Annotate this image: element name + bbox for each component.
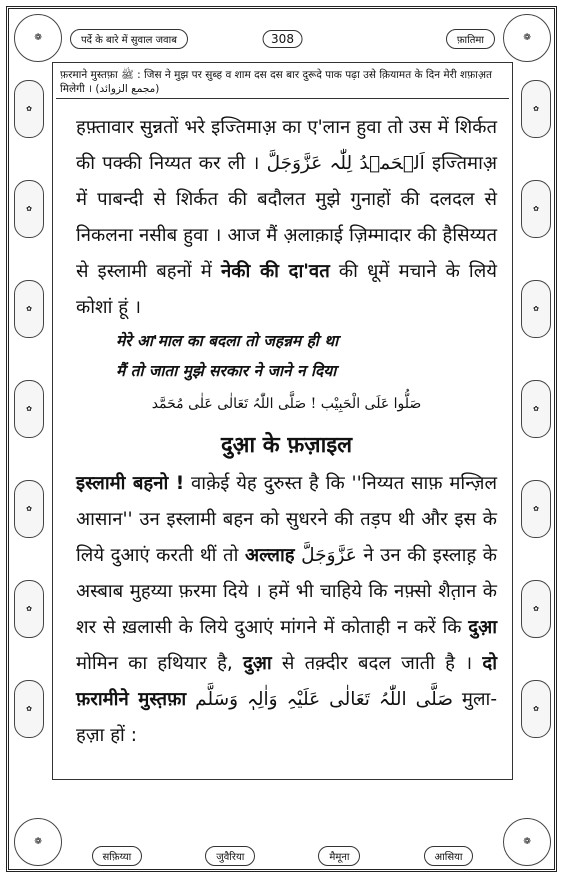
- corner-ornament-icon: ❁: [503, 14, 551, 62]
- verse-line-2: मैं तो जाता मुझे सरकार ने जाने न दिया: [116, 362, 337, 380]
- side-ornament-icon: ✿: [521, 380, 551, 438]
- chapter-label: फ़ातिमा: [446, 29, 495, 49]
- side-ornament-icon: ✿: [521, 80, 551, 138]
- paragraph-2: इस्लामी बहनो ! वाक़ेई येह दुरुस्त है कि ''निय्यत साफ़ मन्ज़िल आसान'' उन इस्लामी बहन को सुधरने की तड़प थी और इस के लिये दुआएं करती थीं तो अल्लाह عَزَّوَجَلَّ ने उन की इस्लाह़ के अस्बाब मुहय्या फ़रमा दिये । हमें भी चाहिये कि नफ़्सो शैत़ान के शर से ख़लासी के लिये दुआएं मांगने में कोताही न करें कि दुआ़ मोमिन का हथियार है, दुआ़ से तक़्दीर बदल जाती है । दो फ़रामीने मुस्त़फ़ा صَلَّی اللّٰہُ تَعَالٰی عَلَیْہِ وَاٰلِہٖ وَسَلَّم मुला-हज़ा हों :: [76, 473, 498, 746]
- page-number: 308: [262, 30, 303, 48]
- side-ornament-icon: ✿: [14, 380, 44, 438]
- footer-tab: मैमूना: [318, 846, 360, 866]
- book-title-label: पर्दे के बारे में सुवाल जवाब: [70, 29, 188, 49]
- side-ornament-icon: ✿: [14, 480, 44, 538]
- main-content: [76, 110, 497, 754]
- corner-ornament-icon: ❁: [14, 14, 62, 62]
- side-ornament-icon: ✿: [521, 680, 551, 738]
- side-ornament-icon: ✿: [14, 580, 44, 638]
- side-ornament-icon: ✿: [14, 280, 44, 338]
- bold-phrase: नेकी की दा'वत: [221, 261, 330, 282]
- durood-line: صَلُّوا عَلَی الْحَبِیْب ! صَلَّی اللّٰہُ تَعَالٰی عَلٰی مُحَمَّد: [151, 396, 422, 412]
- footer-tab: आसिया: [424, 846, 474, 866]
- page-header: [70, 26, 495, 52]
- paragraph-1: हफ़्तावार सुन्नतों भरे इज्तिमाअ़ का ए'लान हुवा तो उस में शिर्कत की पक्की निय्यत कर ली । اَلۡحَمۡدُ لِلّٰہ عَزَّوَجَلَّ इज्तिमाअ़ में पाबन्दी से शिर्कत की बदौलत मुझे गुनाहों की दलदल से निकलना नसीब हुवा । आज मैं अ़लाक़ाई ज़िम्मादार की हैसिय्यत से इस्लामी बहनों में नेकी की दा'वत की धूमें मचाने के लिये कोशां हूं ।: [76, 117, 497, 318]
- side-ornament-icon: ✿: [14, 680, 44, 738]
- footer-tab: सफ़िय्या: [92, 846, 143, 866]
- verse-line-1: मेरे आ'माल का बदला तो जहन्नम ही था: [116, 332, 339, 350]
- page-footer: [60, 846, 505, 866]
- corner-ornament-icon: ❁: [14, 818, 62, 866]
- side-ornament-icon: ✿: [521, 480, 551, 538]
- side-ornament-icon: ✿: [14, 80, 44, 138]
- section-heading: दुआ़ के फ़ज़ाइल: [220, 433, 353, 458]
- side-ornament-icon: ✿: [521, 180, 551, 238]
- top-note: फ़रमाने मुस्तफ़ा ﷺ : जिस ने मुझ पर सुब्ह व शाम दस दस बार दुरूदे पाक पढ़ा उसे क़ियामत के दिन मेरी शफ़ाअ़त मिलेगी । (مجمع الزوائد): [56, 66, 509, 99]
- side-ornament-icon: ✿: [521, 580, 551, 638]
- corner-ornament-icon: ❁: [503, 818, 551, 866]
- side-ornament-icon: ✿: [521, 280, 551, 338]
- side-ornament-icon: ✿: [14, 180, 44, 238]
- footer-tab: जुवैरिया: [205, 846, 255, 866]
